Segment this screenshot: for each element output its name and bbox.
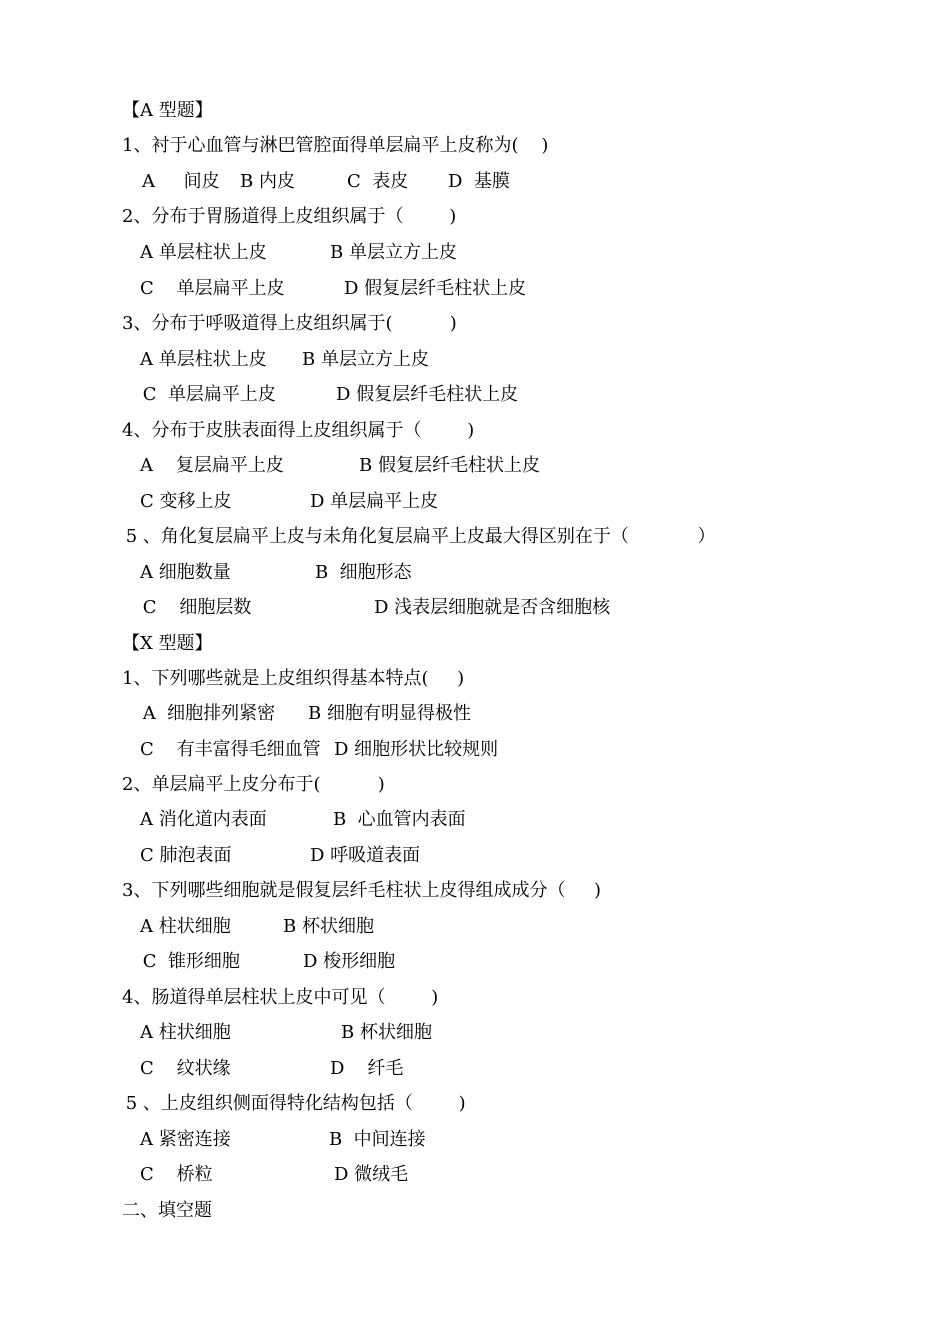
section-header-x-type: 【X 型题】: [122, 633, 213, 654]
option-b: B 单层立方上皮: [330, 242, 457, 263]
question-stem: 4、肠道得单层柱状上皮中可见（ ): [122, 987, 439, 1008]
option-b: B 细胞形态: [315, 562, 412, 583]
section-header-a-type: 【A 型题】: [122, 100, 213, 121]
option-c: C 单层扁平上皮: [140, 278, 285, 299]
option-d: D 假复层纤毛柱状上皮: [344, 278, 527, 299]
option-d: D 单层扁平上皮: [310, 491, 439, 512]
option-b: B 心血管内表面: [333, 809, 466, 830]
option-c: C 纹状缘: [140, 1058, 231, 1079]
option-c: C 有丰富得毛细血管: [140, 739, 321, 760]
question-stem: 1、下列哪些就是上皮组织得基本特点( ): [122, 668, 465, 689]
option-d: D 浅表层细胞就是否含细胞核: [374, 597, 611, 618]
question-stem: 3、下列哪些细胞就是假复层纤毛柱状上皮得组成成分（ ): [122, 880, 602, 901]
option-a: A 复层扁平上皮: [140, 455, 284, 476]
question-stem: 2、分布于胃肠道得上皮组织属于（ ): [122, 206, 457, 227]
option-c: C 表皮: [347, 171, 409, 192]
option-c: C 变移上皮: [140, 491, 232, 512]
option-a: A 细胞数量: [140, 562, 231, 583]
option-d: D 梭形细胞: [303, 951, 396, 972]
option-a: A 紧密连接: [140, 1129, 231, 1150]
option-a: A 单层柱状上皮: [140, 242, 267, 263]
option-a: A 柱状细胞: [140, 916, 231, 937]
option-a: A 消化道内表面: [140, 809, 267, 830]
option-a: A 单层柱状上皮: [140, 349, 267, 370]
option-c: C 锥形细胞: [137, 951, 240, 972]
option-a: A 间皮: [142, 171, 220, 192]
question-stem: 4、分布于皮肤表面得上皮组织属于（ ): [122, 420, 475, 441]
option-c: C 细胞层数: [137, 597, 252, 618]
question-stem: 1、衬于心血管与淋巴管腔面得单层扁平上皮称为( ): [122, 135, 549, 156]
option-d: D 细胞形状比较规则: [334, 739, 499, 760]
option-b: B 杯状细胞: [341, 1022, 432, 1043]
option-d: D 微绒毛: [334, 1164, 409, 1185]
option-b: B 假复层纤毛柱状上皮: [359, 455, 540, 476]
option-b: B 内皮: [240, 171, 295, 192]
option-c: C 桥粒: [140, 1164, 213, 1185]
option-b: B 单层立方上皮: [302, 349, 429, 370]
option-c: C 单层扁平上皮: [137, 384, 276, 405]
option-d: D 假复层纤毛柱状上皮: [336, 384, 519, 405]
option-b: B 中间连接: [329, 1129, 426, 1150]
question-stem: 3、分布于呼吸道得上皮组织属于( ): [122, 313, 457, 334]
question-stem: 5 、上皮组织侧面得特化结构包括（ ): [120, 1093, 466, 1114]
option-b: B 杯状细胞: [283, 916, 374, 937]
option-b: B 细胞有明显得极性: [308, 703, 471, 724]
option-d: D 纤毛: [330, 1058, 404, 1079]
question-stem: 5 、角化复层扁平上皮与未角化复层扁平上皮最大得区别在于（ ）: [120, 526, 716, 547]
section-header-fill-in: 二、填空题: [122, 1200, 212, 1221]
option-a: A 细胞排列紧密: [137, 703, 276, 724]
option-d: D 呼吸道表面: [310, 845, 421, 866]
option-c: C 肺泡表面: [140, 845, 232, 866]
option-d: D 基膜: [448, 171, 510, 192]
question-stem: 2、单层扁平上皮分布于( ): [122, 774, 385, 795]
option-a: A 柱状细胞: [140, 1022, 231, 1043]
